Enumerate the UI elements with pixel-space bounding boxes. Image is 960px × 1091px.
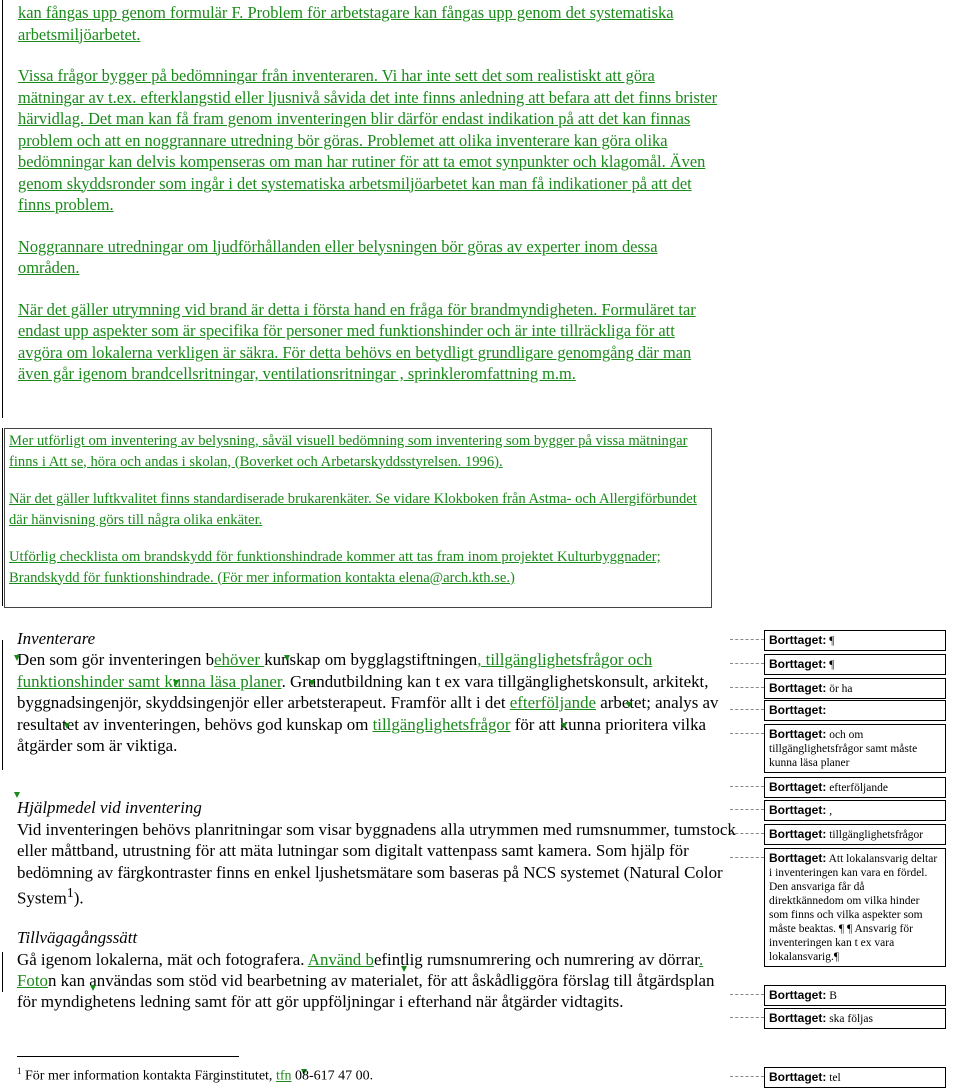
balloon-connector	[730, 709, 764, 710]
balloon-connector	[730, 809, 764, 810]
balloon-text: ¶	[826, 659, 835, 671]
balloon-text: ,	[826, 805, 833, 817]
text: ; analys av resultatet av inventeringen, behövs god kunskap om	[17, 693, 719, 734]
heading-hjalpmedel: Hjälpmedel vid inventering	[17, 798, 202, 818]
text: 08-617 47 00.	[291, 1068, 374, 1084]
change-bar	[2, 428, 3, 606]
comment-balloon[interactable]	[764, 800, 946, 821]
deletion-marker-icon	[90, 985, 96, 995]
balloon-label: Borttaget:	[769, 851, 827, 865]
inserted-text: , tillgänglighetsfrågor och funktionshinder samt	[17, 650, 653, 691]
info-frame	[4, 428, 712, 608]
balloon-label: Borttaget:	[769, 727, 827, 741]
balloon-text: tillgänglighetsfrågor	[826, 829, 924, 841]
balloon-text: ör ha	[826, 683, 853, 695]
footnote	[17, 1066, 373, 1085]
text: Gå igenom lokalerna, mät och fotografera.	[17, 949, 308, 969]
footnote-number: 1	[17, 1066, 22, 1076]
comment-balloon[interactable]	[764, 630, 946, 651]
deletion-marker-icon	[561, 723, 567, 733]
balloon-connector	[730, 733, 764, 734]
balloon-label: Borttaget:	[769, 633, 827, 647]
balloon-label: Borttaget:	[769, 703, 827, 717]
footnote-separator	[17, 1056, 239, 1057]
balloon-text: tel	[826, 1072, 841, 1084]
heading-inventerare: Inventerare	[17, 629, 96, 648]
balloon-label: Borttaget:	[769, 1070, 827, 1084]
balloon-connector	[730, 1017, 764, 1018]
deletion-marker-icon	[284, 655, 290, 665]
inserted-text: ehöver	[214, 650, 265, 670]
inserted-text-block	[18, 2, 718, 405]
paragraph: Vissa frågor bygger på bedömningar från inventeraren. Vi har inte sett det som realistiskt att göra mätningar av t.ex. efterklangstid eller ljusnivå såvida det inte finns anledning att befara att det finns brister härvidlag. Det man kan få fram genom inventeringen blir därför endast indikation på att det kan finnas problem och att en noggrannare utredning bör göras. Problemet att olika inventerare kan göra olika bedömningar kan delvis kompenseras om man har rutiner för att ta emot synpunkter och klagomål. Även genom skyddsronder som ingår i det systematiska arbetsmiljöarbetet kan man få indikationer på att det finns problem.	[18, 66, 718, 214]
deletion-marker-icon	[64, 723, 70, 733]
balloon-label: Borttaget:	[769, 803, 827, 817]
balloon-label: Borttaget:	[769, 827, 827, 841]
balloon-text: efterföljande	[826, 782, 888, 794]
inserted-text: kunna läsa planer	[164, 671, 282, 691]
change-bar	[2, 952, 3, 992]
balloon-text: ¶	[826, 635, 835, 647]
deletion-marker-icon	[173, 680, 179, 690]
paragraph	[17, 949, 737, 1013]
comment-balloon[interactable]	[764, 848, 946, 967]
comment-balloon[interactable]	[764, 700, 946, 721]
balloon-text: B	[826, 990, 837, 1002]
balloon-text: Att lokalansvarig deltar i inventeringen kan vara en fördel. Den ansvariga får då direktkännedom om vilka hinder som finns och vilka aspekter som måste beaktas. ¶ ¶ Ansvarig för inventeringen kan t ex vara lokalansvarig.¶	[769, 853, 938, 963]
comment-balloon[interactable]	[764, 724, 946, 773]
inserted-text: efterföljande	[509, 693, 597, 713]
paragraph: När det gäller utrymning vid brand är detta i första hand en fråga för brandmyndigheten. Formuläret tar endast upp aspekter som är specifika för personer med funktionshinder och är inte tillräckliga för att avgöra om lokalerna verkligen är säkra. För detta behövs en betydligt grundligare genomgång där man även går igenom brandcellsritningar, ventilationsritningar , sprinkleromfattning m.m.	[18, 299, 696, 383]
text: ).	[73, 888, 84, 908]
text: För mer information kontakta Färginstitutet,	[21, 1068, 276, 1084]
balloon-connector	[730, 833, 764, 834]
comment-balloon[interactable]	[764, 1008, 946, 1029]
main-body	[17, 628, 737, 1013]
balloon-connector	[730, 1076, 764, 1077]
footnote-ref[interactable]: 1	[66, 885, 74, 902]
change-bar	[2, 640, 3, 770]
balloon-label: Borttaget:	[769, 988, 827, 1002]
text: Vid inventeringen behövs planritningar som visar byggnadens alla utrymmen med rumsnummer, tumstock eller måttband, utrustning för att mäta lutningar som digitalt vattenpass samt kamera. Som hjälp för bedömning av färgkontraster finns en enkel ljushetsmätare som baseras på NCS systemet (Natural Color System	[17, 819, 736, 908]
inserted-text: tillgänglighetsfrågor	[372, 714, 511, 734]
text: n kan användas som stöd vid bearbetning av materialet, för att åskådliggöra förslag till åtgärdsplan för myndighetens ledning samt för att gör uppföljningar i efterhand när åtgärder vidtagits.	[17, 970, 715, 1012]
comment-balloon[interactable]	[764, 985, 946, 1006]
balloon-connector	[730, 786, 764, 787]
text: kunskap om bygglagstiftningen	[264, 650, 478, 670]
comment-balloon[interactable]	[764, 777, 946, 798]
text: för att kunna prioritera vilka åtgärder som är viktiga.	[17, 714, 707, 756]
paragraph: Noggrannare utredningar om ljudförhållanden eller belysningen bör göras av experter inom dessa områden.	[18, 236, 658, 277]
balloon-connector	[730, 639, 764, 640]
inserted-text: Använd b	[307, 949, 374, 969]
comment-balloon[interactable]	[764, 1067, 946, 1088]
balloon-label: Borttaget:	[769, 657, 827, 671]
paragraph: Mer utförligt om inventering av belysning, såväl visuell bedömning som inventering som bygger på vissa mätningar finns i Att se, höra och andas i skolan, (Boverket och Arbetarskyddsstyrelsen. 1996).	[9, 433, 688, 470]
balloon-text: ska följas	[826, 1013, 873, 1025]
text: . Grundutbildning kan t ex vara tillgänglighetskonsult, arkitekt, byggnadsingenjör, skyddsingenjör eller arbetsterapeut. Framför allt i det	[17, 671, 709, 713]
deletion-marker-icon	[14, 792, 20, 802]
balloon-label: Borttaget:	[769, 681, 827, 695]
text: Den som gör inventeringen b	[17, 650, 215, 670]
inserted-text: . Foto	[17, 949, 704, 990]
balloon-label: Borttaget:	[769, 1011, 827, 1025]
heading-tillvagagangssatt: Tillvägagångssätt	[17, 928, 138, 948]
paragraph	[17, 819, 737, 909]
deletion-marker-icon	[401, 966, 407, 976]
deletion-marker-icon	[14, 655, 20, 665]
deletion-marker-icon	[309, 680, 315, 690]
paragraph: Utförlig checklista om brandskydd för funktionshindrade kommer att tas fram inom projektet Kulturbyggnader; Brandskydd för funktionshindrade. (För mer information kontakta elena@arch.kth.se.)	[9, 549, 661, 586]
text: arbetet	[596, 693, 647, 713]
inserted-text: tfn	[275, 1068, 292, 1084]
balloon-text: och om tillgänglighetsfrågor samt måste kunna läsa planer	[769, 729, 918, 769]
text: efintlig rumsnumrering och numrering av dörrar	[373, 949, 699, 969]
comment-balloon[interactable]	[764, 654, 946, 675]
comment-balloon[interactable]	[764, 824, 946, 845]
paragraph: När det gäller luftkvalitet finns standardiserade brukarenkäter. Se vidare Klokboken från Astma- och Allergiförbundet där hänvisning görs till några olika enkäter.	[9, 491, 697, 528]
balloon-connector	[730, 857, 764, 858]
balloon-connector	[730, 994, 764, 995]
balloon-label: Borttaget:	[769, 780, 827, 794]
balloon-connector	[730, 663, 764, 664]
balloon-connector	[730, 687, 764, 688]
paragraph: kan fångas upp genom formulär F. Problem för arbetstagare kan fångas upp genom det systematiska arbetsmiljöarbetet.	[18, 3, 674, 44]
deletion-marker-icon	[626, 702, 632, 712]
change-bar	[2, 0, 3, 418]
comment-balloon[interactable]	[764, 678, 946, 699]
